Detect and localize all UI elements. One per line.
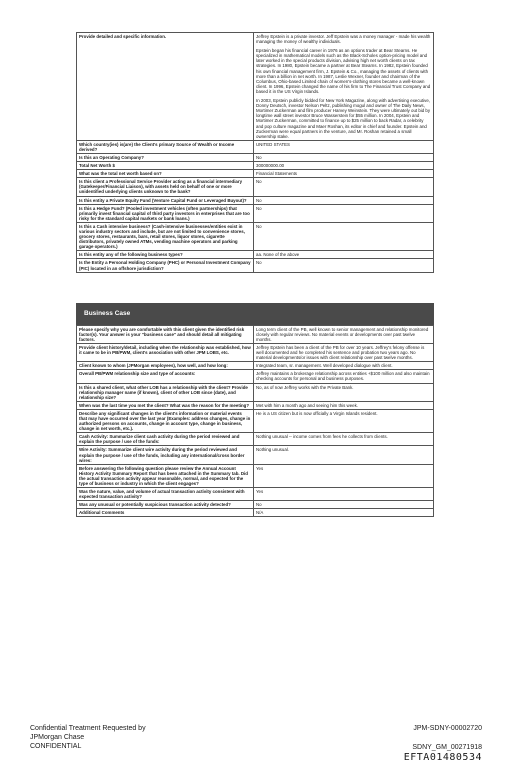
- answer-cell: He is a US citizen but is now officially a Virgin Islands resident.: [254, 409, 434, 432]
- question-cell: When was the last time you met the client? What was the reason for the meeting?: [77, 401, 254, 409]
- answer-paragraph: Financial Statements: [256, 171, 297, 177]
- profile-row: [77, 178, 434, 196]
- footer-confidential-line3: CONFIDENTIAL: [30, 743, 82, 750]
- section-title: Business Case: [84, 309, 131, 317]
- profile-row: [77, 153, 434, 161]
- business-case-row: [77, 401, 434, 409]
- business-case-row: [77, 409, 434, 432]
- answer-paragraph: Jeffrey Epstein is a private investor. Jeff Epstein was a money manager - made his wealth managing the money of wealthy individuals.: [256, 34, 431, 45]
- business-case-row: [77, 383, 434, 401]
- answer-cell: Integrated team, sr. management. Well developed dialogue with client.: [254, 362, 434, 370]
- client-profile-body: [77, 33, 434, 273]
- question-cell: Describe any significant changes in the client's information or material events that may have occurred over the last year (Examples: address changes, change in authorized persons on accounts, change in account type, change in business, change in net worth, etc.).: [77, 409, 254, 432]
- footer-bates-2: [412, 743, 482, 752]
- question-cell: What was the total net worth based on?: [77, 170, 254, 178]
- answer-paragraph: aa. None of the above: [256, 252, 300, 258]
- question-cell: Is this a Hedge Fund? (Pooled investment vehicles (often partnerships) that primarily invest financial capital of third party investors in enterprises that are too risky for the standard capital markets or bank loans.): [77, 204, 254, 222]
- business-case-body: [77, 325, 434, 517]
- answer-cell: Met with him a month ago and seeing him this week.: [254, 401, 434, 409]
- question-cell: Is this a shared client, what other LOB has a relationship with the client? Provide relationship manager name (if known), client of other LOB since (date), and relationship size?: [77, 383, 254, 401]
- question-cell: Before answering the following question please review the Annual Account History Activity Summary Report that has been attached in the Summary tab. Did the actual transaction activity appear reasonable, normal, and expected for the type of business or industry in which the client engages?: [77, 464, 254, 487]
- profile-row: [77, 259, 434, 272]
- answer-cell: [254, 33, 434, 141]
- answer-cell: [254, 251, 434, 259]
- answer-cell: [254, 222, 434, 250]
- business-case-row: [77, 488, 434, 501]
- footer-left: [30, 724, 146, 751]
- profile-row: [77, 170, 434, 178]
- question-cell: Is the Entity a Personal Holding Company (PHC) or Personal Investment Company (PIC) located in an offshore jurisdiction?: [77, 259, 254, 272]
- question-cell: Provide client history/detail, including when the relationship was established, how it came to be in PB/PWM, client's association with other JPM LOBS, etc.: [77, 343, 254, 361]
- question-cell: Provide detailed and specific information.: [77, 33, 254, 141]
- document-sheet: [76, 32, 434, 517]
- answer-cell: [254, 140, 434, 153]
- question-cell: Additional Comments: [77, 509, 254, 517]
- profile-row: [77, 196, 434, 204]
- business-case-row: [77, 501, 434, 509]
- answer-cell: [254, 170, 434, 178]
- answer-cell: Jeffrey maintains a brokerage relationship across entities +$100 million and also maintain checking accounts for personal and business purposes.: [254, 370, 434, 383]
- answer-cell: Yes: [254, 464, 434, 487]
- question-cell: Total Net Worth $: [77, 162, 254, 170]
- business-case-row: [77, 325, 434, 343]
- answer-cell: Yes: [254, 488, 434, 501]
- answer-cell: [254, 153, 434, 161]
- footer-confidential-line1: Confidential Treatment Requested by: [30, 725, 146, 732]
- answer-cell: Nothing unusual -- income comes from fees he collects from clients.: [254, 433, 434, 446]
- business-case-row: [77, 343, 434, 361]
- answer-cell: N/A: [254, 509, 434, 517]
- answer-paragraph: No: [256, 223, 262, 229]
- question-cell: Is this client a Professional Service Provider acting as a financial intermediary (Gatekeeper/Financial Liaison), with assets held on behalf of one or more unidentified underlying clients unknown to the bank?: [77, 178, 254, 196]
- answer-cell: [254, 196, 434, 204]
- question-cell: Is this entity a Private Equity Fund (Venture Capital Fund or Leveraged Buyout)?: [77, 196, 254, 204]
- profile-row: [77, 162, 434, 170]
- answer-cell: Jeffrey Epstein has been a client of the PB for over 10 years. Jeffrey's felony offense is well documented and he completed his sentence and probation two years ago. No material developments/or issues with client relationship over past twelve months.: [254, 343, 434, 361]
- question-cell: Is this an Operating Company?: [77, 153, 254, 161]
- bates-number-sdny: SDNY_GM_00271918: [412, 744, 482, 751]
- answer-paragraph: Epstein began his financial career in 1976 as an options trader at Bear Stearns. He specialized in mathematical models such as the Black-Scholes option-pricing model and later worked in the special products division, advising high net worth clients on tax strategies. In 1980, Epstein became a partner at Bear Stearns. In 1982, Epstein founded his own financial management firm, J. Epstein & Co., managing the assets of clients with more than a billion in net worth. In 1987, Leslie Wexner, founder and chairman of the Columbus, Ohio-based Limited chain of women's-clothing stores became a well-known client. In 1996, Epstein changed the name of his firm to The Financial Trust Company and based it in the US Virgin Islands.: [256, 48, 431, 94]
- section-banner: [76, 303, 434, 325]
- question-cell: Which country(ies) is(are) the Client's primary Source of Wealth or Income derived?: [77, 140, 254, 153]
- answer-cell: Long term client of the PB, well known to senior management and relationship monitored closely with regular reviews. No material events or developments over past twelve months.: [254, 325, 434, 343]
- footer-confidential-line2: JPMorgan Chase: [30, 734, 85, 741]
- answer-paragraph: No: [256, 205, 262, 211]
- question-cell: Please specify why you are comfortable with this client given the identified risk factor(s). Your answer is your "business case" and should detail all mitigating factors.: [77, 325, 254, 343]
- question-cell: Overall PB/PWM relationship size and type of accounts:: [77, 370, 254, 383]
- answer-cell: [254, 178, 434, 196]
- question-cell: Cash Activity: Summarize client cash activity during the period reviewed and explain the purpose / use of the funds:: [77, 433, 254, 446]
- answer-paragraph: No: [256, 154, 262, 160]
- business-case-row: [77, 446, 434, 464]
- answer-cell: Nothing unusual.: [254, 446, 434, 464]
- question-cell: Is this a Cash intensive business? (Cash-intensive businesses/entities exist in various industry sectors and include, but are not limited to convenience stores, grocery stores, restaurants, bars, retail stores, liquor stores, cigarette distributors, privately owned ATMs, vending machine operators and parking garage operators.): [77, 222, 254, 250]
- answer-cell: [254, 259, 434, 272]
- profile-row: [77, 251, 434, 259]
- client-profile-table: [76, 32, 434, 273]
- question-cell: Is this entity any of the following business types?: [77, 251, 254, 259]
- bates-number-jpm: JPM-SDNY-00002720: [413, 725, 482, 732]
- profile-row: [77, 33, 434, 141]
- footer-bates-1: [413, 724, 482, 733]
- answer-paragraph: 300000000.00: [256, 163, 285, 169]
- business-case-row: [77, 509, 434, 517]
- question-cell: Was any unusual or potentially suspicious transaction activity detected?: [77, 501, 254, 509]
- business-case-row: [77, 433, 434, 446]
- answer-cell: [254, 162, 434, 170]
- business-case-row: [77, 370, 434, 383]
- answer-paragraph: No: [256, 179, 262, 185]
- question-cell: Client known to whom (JPMorgan employees), how well, and how long:: [77, 362, 254, 370]
- answer-paragraph: No: [256, 197, 262, 203]
- profile-row: [77, 140, 434, 153]
- question-cell: Was the nature, value, and volume of actual transaction activity consistent with expected transaction activity?: [77, 488, 254, 501]
- answer-cell: No, as of now Jeffrey works with the Private Bank.: [254, 383, 434, 401]
- efta-number: EFTA01480534: [403, 752, 482, 763]
- profile-row: [77, 204, 434, 222]
- answer-cell: No: [254, 501, 434, 509]
- business-case-row: [77, 362, 434, 370]
- business-case-row: [77, 464, 434, 487]
- question-cell: Wire Activity: Summarize client wire activity during the period reviewed and explain the purpose / use of the funds, including any international/cross border wires:: [77, 446, 254, 464]
- answer-cell: [254, 204, 434, 222]
- profile-row: [77, 222, 434, 250]
- answer-paragraph: No: [256, 260, 262, 266]
- answer-paragraph: UNITED STATES: [256, 141, 290, 147]
- answer-paragraph: In 2003, Epstein publicly bidded for New York Magazine, along with advertising executive, Donny Deutsch, investor Nelson Peltz, publishing mogul and owner of The Daily News, Mortimer Zuckerman and film producer Harvey Weinstein. They were ultimately out bid by longtime wall street investor Bruce Wasserstein for $55 million. In 2004, Epstein and Mortimer Zuckerman, committed to finance up to $25 million to back Radar, a celebrity and pop culture magazine and Maer Roshan, its editor in chief and founder. Epstein and Zuckerman were equal partners in the venture, and Mr. Roshan retained a small ownership stake.: [256, 98, 431, 139]
- business-case-table: [76, 325, 434, 518]
